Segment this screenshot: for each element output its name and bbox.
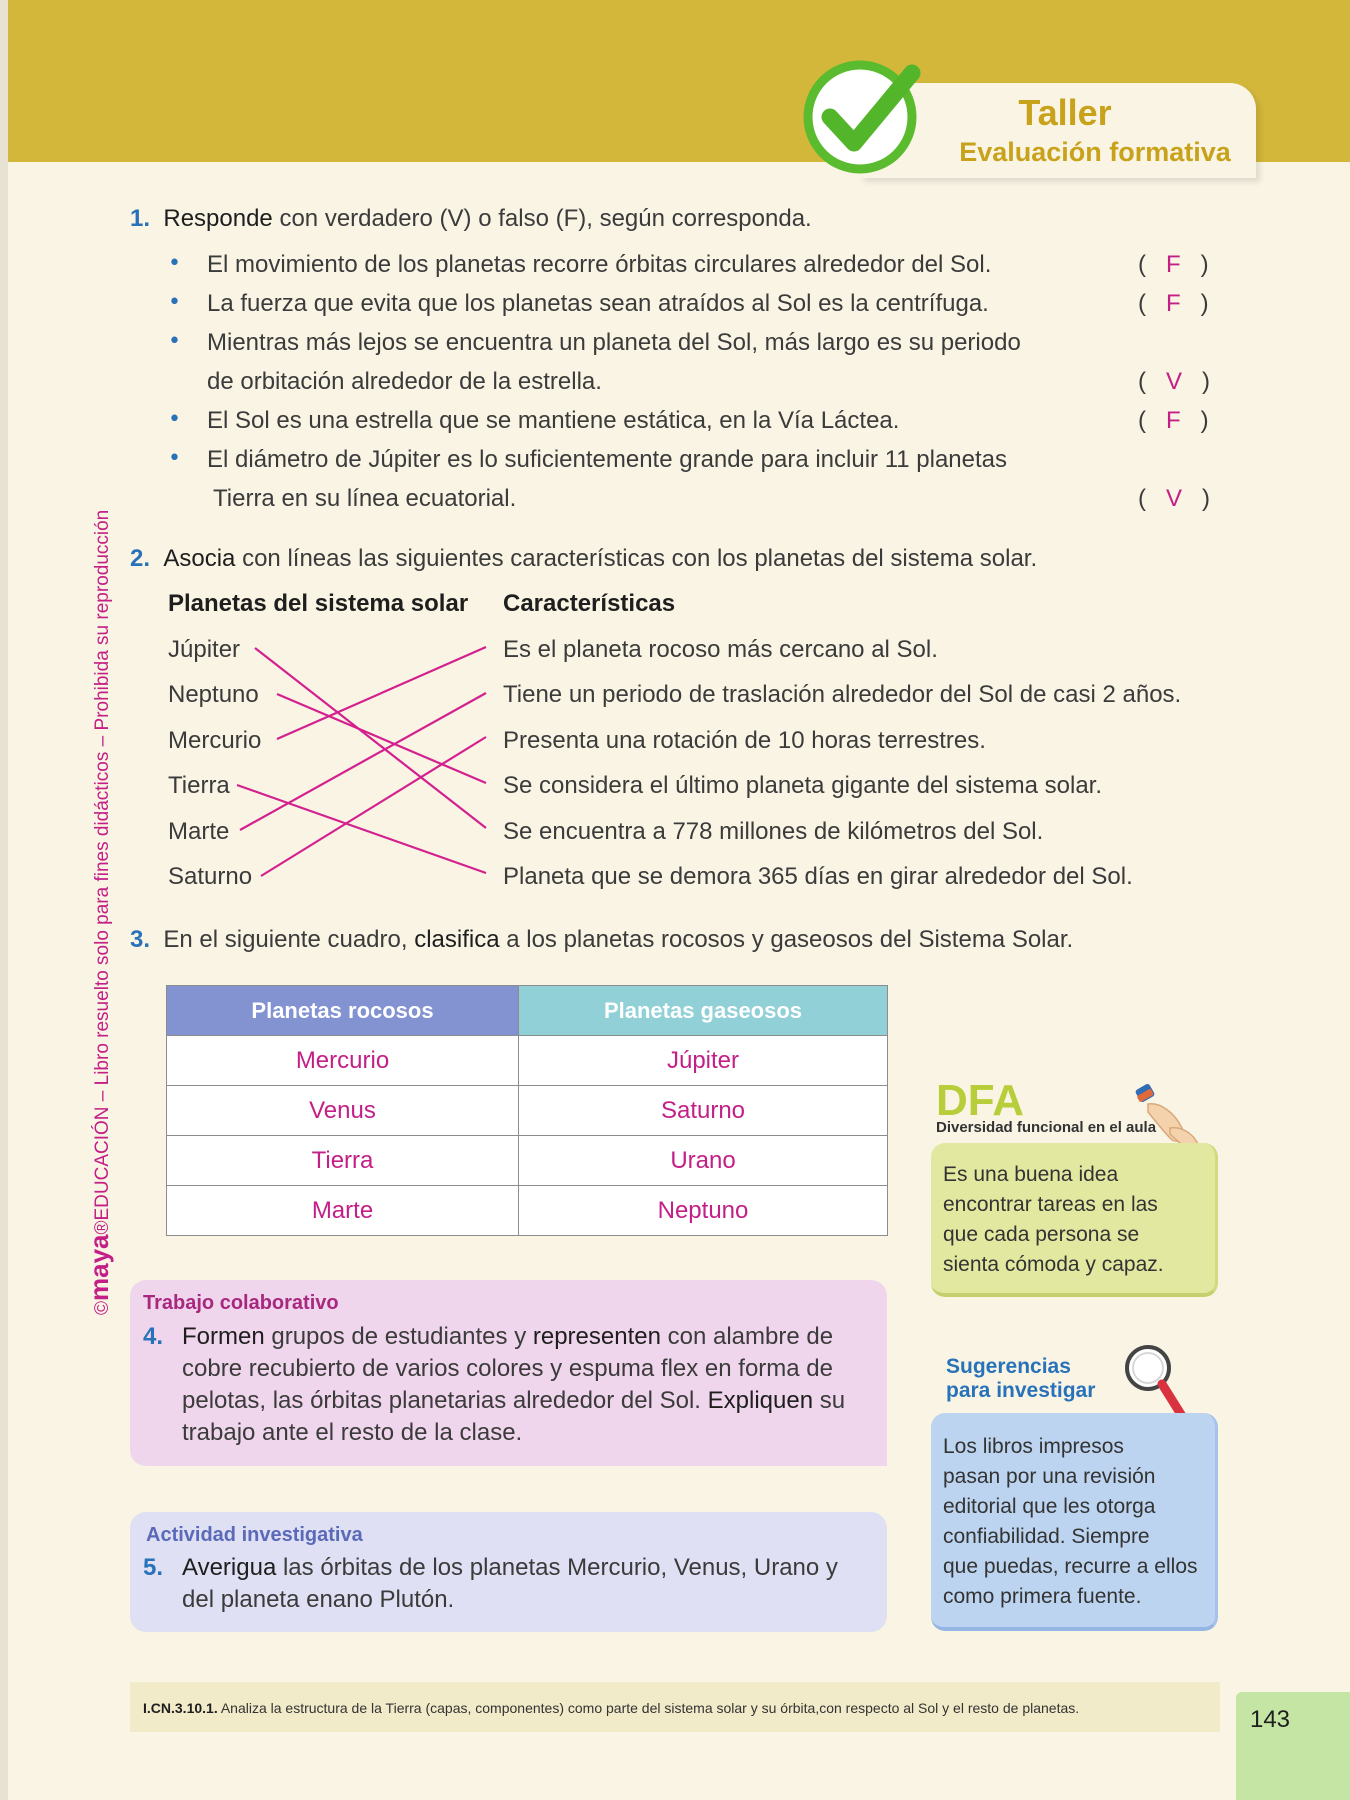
- q1-answer-slot: ( F ): [1138, 407, 1209, 434]
- table-cell: Saturno: [519, 1086, 888, 1136]
- gaseous-header: Planetas gaseosos: [519, 986, 888, 1036]
- bullet: •: [168, 407, 181, 432]
- bullet: •: [168, 446, 181, 471]
- question-2-prompt: 2. Asocia con líneas las siguientes características con los planetas del sistema solar.: [130, 545, 1038, 572]
- table-row: [167, 1136, 888, 1186]
- dfa-title: DFA: [936, 1076, 1024, 1125]
- table-cell: Mercurio: [167, 1036, 519, 1086]
- table-cell: Júpiter: [519, 1036, 888, 1086]
- table-cell: Venus: [167, 1086, 519, 1136]
- table-header-row: [167, 986, 888, 1036]
- planet-label: Saturno: [168, 863, 253, 890]
- question-3-prompt: 3. En el siguiente cuadro, clasifica a los planetas rocosos y gaseosos del Sistema Solar.: [130, 926, 1074, 953]
- question-1-prompt: 1. Responde con verdadero (V) o falso (F), según corresponda.: [130, 205, 812, 232]
- match-line-mercurio: [277, 647, 486, 739]
- q1-answer: F: [1166, 251, 1181, 278]
- q1-answer: F: [1166, 407, 1181, 434]
- question-5-number: 5.: [143, 1554, 164, 1581]
- table-cell: Tierra: [167, 1136, 519, 1186]
- planet-label: Mercurio: [168, 727, 262, 754]
- match-line-marte: [240, 693, 486, 830]
- table-row: [167, 1036, 888, 1086]
- table-row: [167, 1086, 888, 1136]
- page-number: 143: [1249, 1706, 1291, 1733]
- table-cell: Marte: [167, 1186, 519, 1236]
- brand-logo: maya: [84, 1234, 114, 1301]
- dfa-text: Es una buena idea encontrar tareas en las que cada persona se sienta cómoda y capaz.: [943, 1163, 1164, 1276]
- q1-statement: El Sol es una estrella que se mantiene estática, en la Vía Láctea.: [207, 407, 900, 434]
- magnifier-icon: [1122, 1342, 1192, 1424]
- q1-answer-slot: ( V ): [1138, 485, 1211, 512]
- question-4-line: Formen grupos de estudiantes y representen con alambre de: [182, 1323, 834, 1350]
- copyright-note: ©maya®EDUCACIÓN – Libro resuelto solo para fines didácticos – Prohibida su reproducción: [84, 509, 114, 1315]
- rocky-header: Planetas rocosos: [167, 986, 519, 1036]
- planet-label: Neptuno: [168, 681, 259, 708]
- q1-answer-slot: ( V ): [1138, 368, 1211, 395]
- question-4-line: trabajo ante el resto de la clase.: [182, 1419, 523, 1446]
- collaborative-work-title: Trabajo colaborativo: [143, 1292, 339, 1314]
- q1-statement: El movimiento de los planetas recorre órbitas circulares alrededor del Sol.: [207, 251, 992, 278]
- characteristic-label: Se encuentra a 778 millones de kilómetros del Sol.: [503, 818, 1044, 845]
- curriculum-indicator: I.CN.3.10.1. Analiza la estructura de la Tierra (capas, componentes) como parte del sistema solar y su órbita,con respecto al Sol y el resto de planetas.: [143, 1700, 1080, 1716]
- characteristic-label: Presenta una rotación de 10 horas terrestres.: [503, 727, 986, 754]
- suggestions-title: Sugerencias para investigar: [946, 1355, 1096, 1402]
- planets-classification-table: [166, 985, 888, 1236]
- q1-answer-slot: ( F ): [1138, 290, 1209, 317]
- planet-label: Júpiter: [168, 636, 241, 663]
- planets-column-header: Planetas del sistema solar: [168, 590, 469, 617]
- bullet: •: [168, 329, 181, 354]
- research-activity-title: Actividad investigativa: [146, 1524, 363, 1546]
- question-5-line: del planeta enano Plutón.: [182, 1586, 455, 1613]
- table-cell: Neptuno: [519, 1186, 888, 1236]
- q1-answer: F: [1166, 290, 1181, 317]
- table-cell: Urano: [519, 1136, 888, 1186]
- match-line-jupiter: [255, 648, 486, 828]
- match-line-neptuno: [277, 694, 486, 783]
- q1-statement: Mientras más lejos se encuentra un planeta del Sol, más largo es su periodo: [207, 329, 1021, 356]
- dfa-subtitle: Diversidad funcional en el aula: [936, 1119, 1157, 1136]
- q1-answer: V: [1166, 485, 1183, 512]
- question-4-line: pelotas, las órbitas planetarias alrededor del Sol. Expliquen su: [182, 1387, 846, 1414]
- q1-statement-cont: Tierra en su línea ecuatorial.: [213, 485, 517, 512]
- q1-statement-cont: de orbitación alrededor de la estrella.: [207, 368, 602, 395]
- q1-answer: V: [1166, 368, 1183, 395]
- characteristic-label: Planeta que se demora 365 días en girar alrededor del Sol.: [503, 863, 1133, 890]
- question-5-line: Averigua las órbitas de los planetas Mercurio, Venus, Urano y: [182, 1554, 838, 1581]
- table-row: [167, 1186, 888, 1236]
- page-subtitle: Evaluación formativa: [959, 137, 1231, 167]
- q1-answer-slot: ( F ): [1138, 251, 1209, 278]
- planet-label: Marte: [168, 818, 230, 845]
- bullet: •: [168, 251, 181, 276]
- suggestions-text: Los libros impresos pasan por una revisión editorial que les otorga confiabilidad. Siempre que puedas, recurre a ellos como primera fuente.: [943, 1435, 1198, 1608]
- question-4-number: 4.: [143, 1323, 164, 1350]
- characteristic-label: Se considera el último planeta gigante del sistema solar.: [503, 772, 1103, 799]
- characteristic-label: Es el planeta rocoso más cercano al Sol.: [503, 636, 938, 663]
- characteristics-column-header: Características: [503, 590, 676, 617]
- q1-statement: El diámetro de Júpiter es lo suficientemente grande para incluir 11 planetas: [207, 446, 1008, 473]
- q1-statement: La fuerza que evita que los planetas sean atraídos al Sol es la centrífuga.: [207, 290, 989, 317]
- characteristic-label: Tiene un periodo de traslación alrededor del Sol de casi 2 años.: [503, 681, 1182, 708]
- question-4-line: cobre recubierto de varios colores y espuma flex en forma de: [182, 1355, 833, 1382]
- copyright-text: EDUCACIÓN – Libro resuelto solo para fines didácticos – Prohibida su reproducción: [92, 509, 113, 1221]
- planet-label: Tierra: [168, 772, 230, 799]
- page-title: Taller: [1018, 92, 1112, 133]
- bullet: •: [168, 290, 181, 315]
